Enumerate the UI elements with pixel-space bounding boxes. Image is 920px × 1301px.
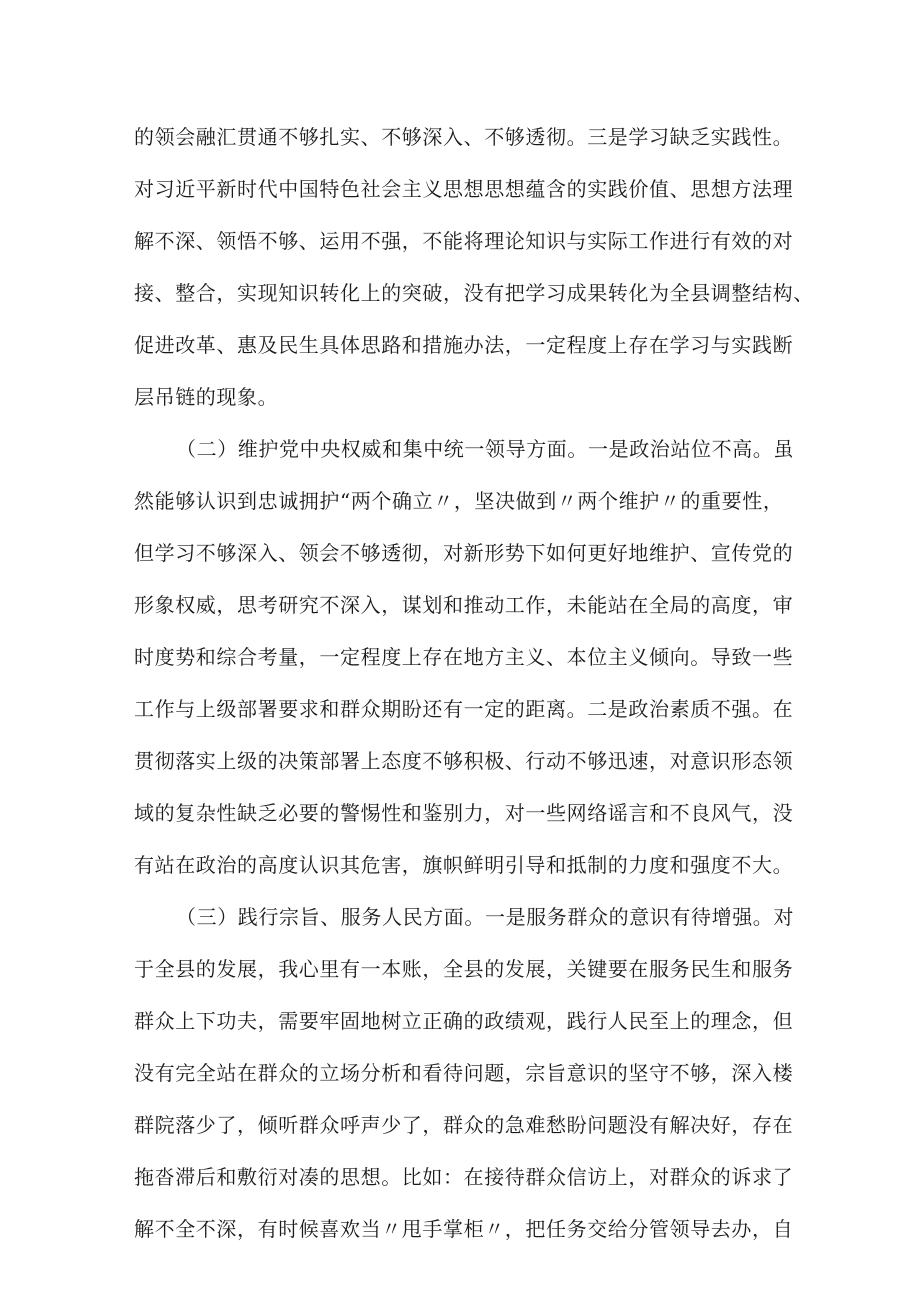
text-line: 但学习不够深入、领会不够透彻，对新形势下如何更好地维护、宣传党的 xyxy=(134,541,794,565)
text-line: 群院落少了，倾听群众呼声少了，群众的急难愁盼问题没有解决好，存在 xyxy=(134,1113,794,1137)
text-line: 接、整合，实现知识转化上的突破，没有把学习成果转化为全县调整结构、 xyxy=(134,281,814,305)
text-line: 贯彻落实上级的决策部署上态度不够积极、行动不够迅速，对意识形态领 xyxy=(134,749,794,773)
text-line: 然能够认识到忠诚拥护“两个确立〃，坚决做到〃两个维护〃的重要性， xyxy=(134,489,784,513)
text-line: 域的复杂性缺乏必要的警惕性和鉴别力，对一些网络谣言和不良风气，没 xyxy=(134,801,794,825)
text-line: 工作与上级部署要求和群众期盼还有一定的距离。二是政治素质不强。在 xyxy=(134,697,794,721)
text-line: 群众上下功夫，需要牢固地树立正确的政绩观，践行人民至上的理念，但 xyxy=(134,1009,794,1033)
text-line: 促进改革、惠及民生具体思路和措施办法，一定程度上存在学习与实践断 xyxy=(134,333,794,357)
text-line: 时度势和综合考量，一定程度上存在地方主义、本位主义倾向。导致一些 xyxy=(134,645,794,669)
text-line: 对习近平新时代中国特色社会主义思想思想蕴含的实践价值、思想方法理 xyxy=(134,177,794,201)
text-line: 没有完全站在群众的立场分析和看待问题，宗旨意识的坚守不够，深入楼 xyxy=(134,1061,794,1085)
text-line: 的领会融汇贯通不够扎实、不够深入、不够透彻。三是学习缺乏实践性。 xyxy=(134,125,794,149)
text-line: 解不深、领悟不够、运用不强，不能将理论知识与实际工作进行有效的对 xyxy=(134,229,794,253)
section-heading-line: （三）践行宗旨、服务人民方面。一是服务群众的意识有待增强。对 xyxy=(176,905,794,929)
text-line: 拖沓滞后和敷衍对凑的思想。比如：在接待群众信访上，对群众的诉求了 xyxy=(134,1165,794,1189)
text-line: 于全县的发展，我心里有一本账，全县的发展，关键要在服务民生和服务 xyxy=(134,957,794,981)
text-line: 解不全不深，有时候喜欢当〃甩手掌柜〃，把任务交给分管领导去办，自 xyxy=(134,1217,794,1241)
text-line: 有站在政治的高度认识其危害，旗帜鲜明引导和抵制的力度和强度不大。 xyxy=(134,853,794,877)
text-line: 形象权威，思考研究不深入，谋划和推动工作，未能站在全局的高度，审 xyxy=(134,593,794,617)
text-line: 层吊链的现象。 xyxy=(134,385,279,409)
section-heading-line: （二）维护党中央权威和集中统一领导方面。一是政治站位不高。虽 xyxy=(176,437,794,461)
